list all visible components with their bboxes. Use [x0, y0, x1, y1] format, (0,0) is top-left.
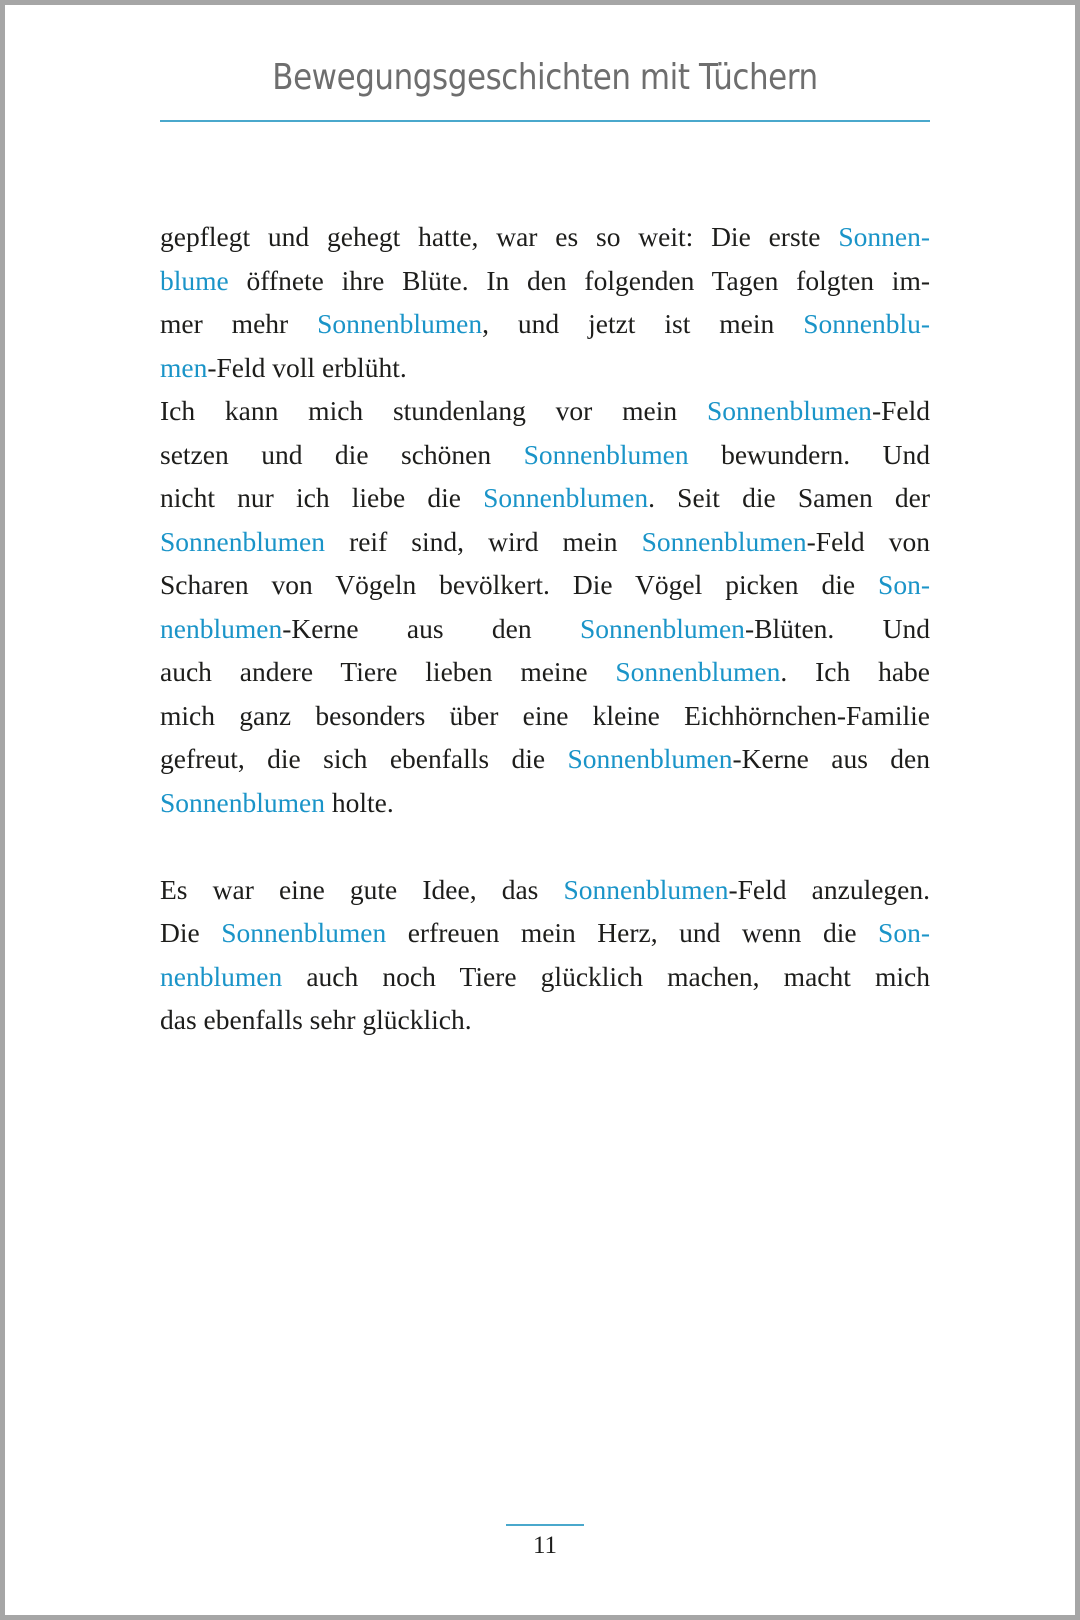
- highlighted-word: Sonnenblumen: [483, 482, 649, 513]
- text-run: -Feld anzulegen.: [728, 873, 930, 905]
- text-run: -Kerne aus den: [282, 612, 580, 644]
- highlighted-word: Son-: [878, 569, 930, 600]
- highlighted-word: men: [160, 351, 208, 383]
- text-run: setzen und die schönen: [160, 438, 524, 470]
- text-run: mer mehr: [160, 308, 318, 339]
- highlighted-word: Sonnenblu-: [803, 308, 930, 339]
- text-run: erfreuen mein Herz, und wenn die: [386, 917, 879, 948]
- highlighted-word: Sonnen-: [838, 221, 930, 252]
- text-run: nicht nur ich liebe die: [160, 482, 484, 513]
- highlighted-word: nenblumen: [160, 612, 283, 644]
- text-run: -Feld: [871, 395, 930, 426]
- text-run: gepflegt und gehegt hatte, war es so weit: Die erste: [160, 221, 839, 252]
- highlighted-word: Sonnenblumen: [567, 743, 733, 774]
- text-run: auch andere Tiere lieben meine: [160, 656, 616, 687]
- text-line: [160, 215, 930, 259]
- text-line: [160, 650, 930, 694]
- text-line: [160, 607, 930, 651]
- page-number: 11: [532, 1532, 558, 1559]
- text-line: [160, 520, 930, 564]
- text-line: [160, 737, 930, 781]
- highlighted-word: Sonnenblumen: [317, 308, 483, 339]
- text-run: . Ich habe: [780, 656, 930, 687]
- header-divider: [160, 120, 930, 122]
- text-run: -Kerne aus den: [732, 743, 930, 774]
- text-run: -Blüten. Und: [744, 612, 930, 644]
- highlighted-word: Sonnenblumen: [563, 873, 729, 905]
- text-run: auch noch Tiere glücklich machen, macht mich: [282, 960, 930, 992]
- paragraph-1: [160, 215, 930, 389]
- text-line: [160, 433, 930, 477]
- text-run: Ich kann mich stundenlang vor mein: [160, 395, 707, 426]
- highlighted-word: Sonnenblumen: [160, 525, 325, 557]
- text-run: Scharen von Vögeln bevölkert. Die Vögel picken die: [160, 569, 879, 600]
- paragraph-spacer: [160, 824, 930, 868]
- text-line: [160, 955, 930, 999]
- text-run: öffnete ihre Blüte. In den folgenden Tagen folgten im-: [228, 264, 930, 296]
- highlighted-word: Sonnenblumen: [221, 917, 387, 948]
- highlighted-word: Sonnenblumen: [706, 395, 872, 426]
- text-line: [160, 302, 930, 346]
- text-run: , und jetzt ist mein: [482, 308, 804, 339]
- text-line: [160, 911, 930, 955]
- body-text: [160, 215, 930, 1042]
- highlighted-word: Sonnenblumen: [641, 525, 807, 557]
- text-line: [160, 476, 930, 520]
- text-run: reif sind, wird mein: [325, 525, 642, 557]
- running-header-title: Bewegungsgeschichten mit Tüchern: [272, 57, 818, 98]
- paragraph-2: [160, 389, 930, 824]
- footer-divider: [506, 1524, 584, 1526]
- text-run: gefreut, die sich ebenfalls die: [160, 743, 568, 774]
- highlighted-word: nenblumen: [160, 960, 283, 992]
- text-run: holte.: [325, 786, 394, 818]
- highlighted-word: Son-: [878, 917, 930, 948]
- text-line: [160, 998, 930, 1042]
- text-line: [160, 389, 930, 433]
- text-line: [160, 694, 930, 738]
- text-line: [160, 346, 930, 390]
- text-run: -Feld von: [806, 525, 930, 557]
- highlighted-word: Sonnenblumen: [579, 612, 745, 644]
- text-line: [160, 563, 930, 607]
- highlighted-word: Sonnenblumen: [523, 438, 689, 470]
- text-run: mich ganz besonders über eine kleine Eichhörnchen-Familie: [160, 699, 930, 731]
- text-line: [160, 259, 930, 303]
- text-run: . Seit die Samen der: [648, 482, 931, 513]
- highlighted-word: blume: [160, 264, 229, 296]
- text-line: [160, 781, 930, 825]
- text-run: -Feld voll erblüht.: [207, 351, 407, 383]
- highlighted-word: Sonnenblumen: [615, 656, 781, 687]
- text-run: bewundern. Und: [688, 438, 930, 470]
- highlighted-word: Sonnenblumen: [160, 786, 325, 818]
- text-run: das ebenfalls sehr glücklich.: [160, 1004, 472, 1035]
- text-line: [160, 868, 930, 912]
- text-run: Die: [160, 917, 222, 948]
- text-run: Es war eine gute Idee, das: [160, 873, 564, 905]
- paragraph-3: [160, 868, 930, 1042]
